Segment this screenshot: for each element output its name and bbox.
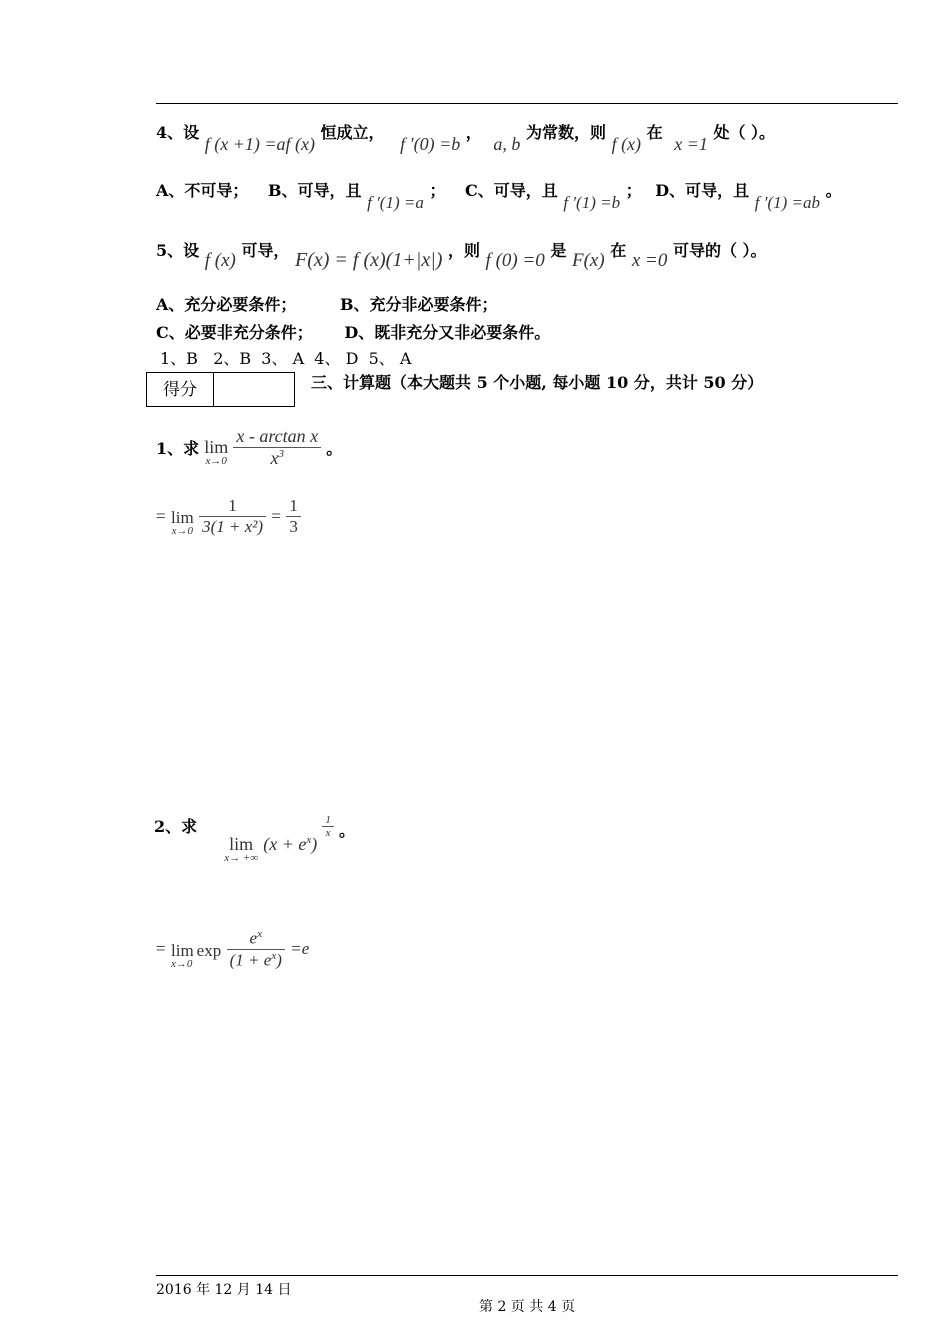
problem-2-answer-numerator: e xyxy=(249,928,258,948)
q4-option-c-eq: f ′(1) =b xyxy=(563,193,621,212)
q4-text4: 处（ ）。 xyxy=(713,123,776,142)
footer-date: 2016 年 12 月 14 日 xyxy=(156,1282,292,1298)
problem-2-answer-denominator: (1 + e xyxy=(229,950,272,970)
problem-1-lim-sub: x→0 xyxy=(205,454,227,467)
problem-1 xyxy=(156,426,342,469)
q5-eq2: F(x) = f (x)(1+|x|) xyxy=(295,249,443,271)
q4-option-b: B、可导，且 xyxy=(268,181,362,200)
problem-1-numerator: x - arctan x xyxy=(236,426,319,446)
q5-option-b: B、充分非必要条件； xyxy=(340,295,498,314)
problem-2-answer-lim: lim xyxy=(171,940,194,960)
problem-2-answer-result: =e xyxy=(290,939,310,959)
problem-1-lim: lim xyxy=(204,436,229,457)
problem-2-answer-denominator-sup: x xyxy=(271,949,277,962)
score-box xyxy=(146,372,295,407)
problem-1-answer-eq: = xyxy=(156,506,166,526)
q5-text2: ，则 xyxy=(447,241,480,260)
problem-1-result-numerator: 1 xyxy=(289,496,298,515)
problem-2-answer-exp: exp xyxy=(196,940,222,960)
q4-semi2: ； xyxy=(625,181,642,200)
q5-eq4: F(x) xyxy=(571,250,605,271)
q5-text5: 可导的（ ）。 xyxy=(672,241,767,260)
q4-eq2: f ′(0) =b xyxy=(400,134,461,154)
problem-1-denominator-exp: 3 xyxy=(278,448,284,460)
q4-text3: 在 xyxy=(646,123,663,142)
q5-option-c: C、必要非充分条件； xyxy=(156,323,313,342)
q5-text3: 是 xyxy=(550,241,567,260)
problem-2-answer xyxy=(156,928,309,970)
problem-1-end: 。 xyxy=(326,439,343,458)
q4-options xyxy=(156,178,842,212)
q5-options-row1 xyxy=(156,292,498,315)
problem-2-lim: lim xyxy=(229,834,254,854)
problem-1-number: 1、求 xyxy=(156,439,200,458)
q5-line xyxy=(156,238,767,271)
q5-options-row2 xyxy=(156,320,550,343)
problem-1-answer-lim-sub: x→0 xyxy=(171,525,194,537)
problem-2-answer-lim-sub: x→0 xyxy=(171,957,193,970)
q4-option-a: A、不可导； xyxy=(156,181,249,200)
problem-1-denominator: x xyxy=(270,448,279,468)
score-label: 得分 xyxy=(147,373,214,406)
q4-option-c: C、可导，且 xyxy=(465,181,558,200)
problem-2-expr-close: ) xyxy=(311,834,318,854)
problem-2-answer-numerator-sup: x xyxy=(257,928,262,940)
footer-rule xyxy=(156,1275,898,1276)
problem-1-answer-eq2: = xyxy=(271,506,282,526)
problem-1-result-denominator: 3 xyxy=(286,516,301,537)
problem-2-expr: (x + e xyxy=(263,834,307,854)
q4-text1: 恒成立， xyxy=(320,123,385,142)
q4-option-d-eq: f ′(1) =ab xyxy=(754,193,820,212)
q4-eq1: f (x +1) =af (x) xyxy=(204,134,315,154)
problem-2-power-denominator: x xyxy=(322,826,334,839)
q5-text4: 在 xyxy=(610,241,627,260)
answers-line: 1、B 2、B 3、 A 4、 D 5、 A xyxy=(160,349,412,368)
problem-2-power-numerator: 1 xyxy=(325,814,331,826)
q4-option-b-eq: f ′(1) =a xyxy=(367,193,424,212)
problem-2 xyxy=(154,814,355,864)
section-3-title: 三、计算题（本大题共 5 个小题, 每小题 10 分，共计 50 分） xyxy=(311,373,764,392)
problem-2-end: 。 xyxy=(338,821,355,840)
q4-sep: ， xyxy=(465,123,482,142)
q5-text1: 可导， xyxy=(241,241,290,260)
q5-option-d: D、既非充分又非必要条件。 xyxy=(344,323,551,342)
problem-1-answer-denominator: 3(1 + x²) xyxy=(199,516,266,537)
q4-eq5: x =1 xyxy=(674,134,708,154)
problem-2-lim-sub: x→ +∞ xyxy=(224,852,259,864)
q4-option-d: D、可导，且 xyxy=(655,181,750,200)
q4-end: 。 xyxy=(825,181,842,200)
problem-2-answer-denominator-close: ) xyxy=(276,950,282,970)
q5-eq3: f (0) =0 xyxy=(485,250,545,271)
q4-line xyxy=(156,120,776,154)
problem-2-expr-sup: x xyxy=(306,834,312,846)
q5-eq1: f (x) xyxy=(204,250,236,271)
q5-number: 5、设 xyxy=(156,241,200,260)
q5-option-a: A、充分必要条件； xyxy=(156,295,297,314)
problem-2-number: 2、求 xyxy=(154,817,198,836)
q4-eq4: f (x) xyxy=(611,134,642,154)
problem-1-answer xyxy=(156,496,301,537)
q4-text2: 为常数，则 xyxy=(525,123,606,142)
q4-number: 4、设 xyxy=(156,123,200,142)
header-rule xyxy=(156,103,898,104)
q4-semi1: ； xyxy=(429,181,446,200)
q4-eq3: a, b xyxy=(493,134,521,154)
problem-1-answer-numerator: 1 xyxy=(228,496,237,515)
problem-2-answer-eq: = xyxy=(156,939,166,959)
footer-page-number: 第 2 页 共 4 页 xyxy=(479,1299,576,1315)
q5-eq5: x =0 xyxy=(631,250,668,271)
problem-1-answer-lim: lim xyxy=(171,508,194,527)
